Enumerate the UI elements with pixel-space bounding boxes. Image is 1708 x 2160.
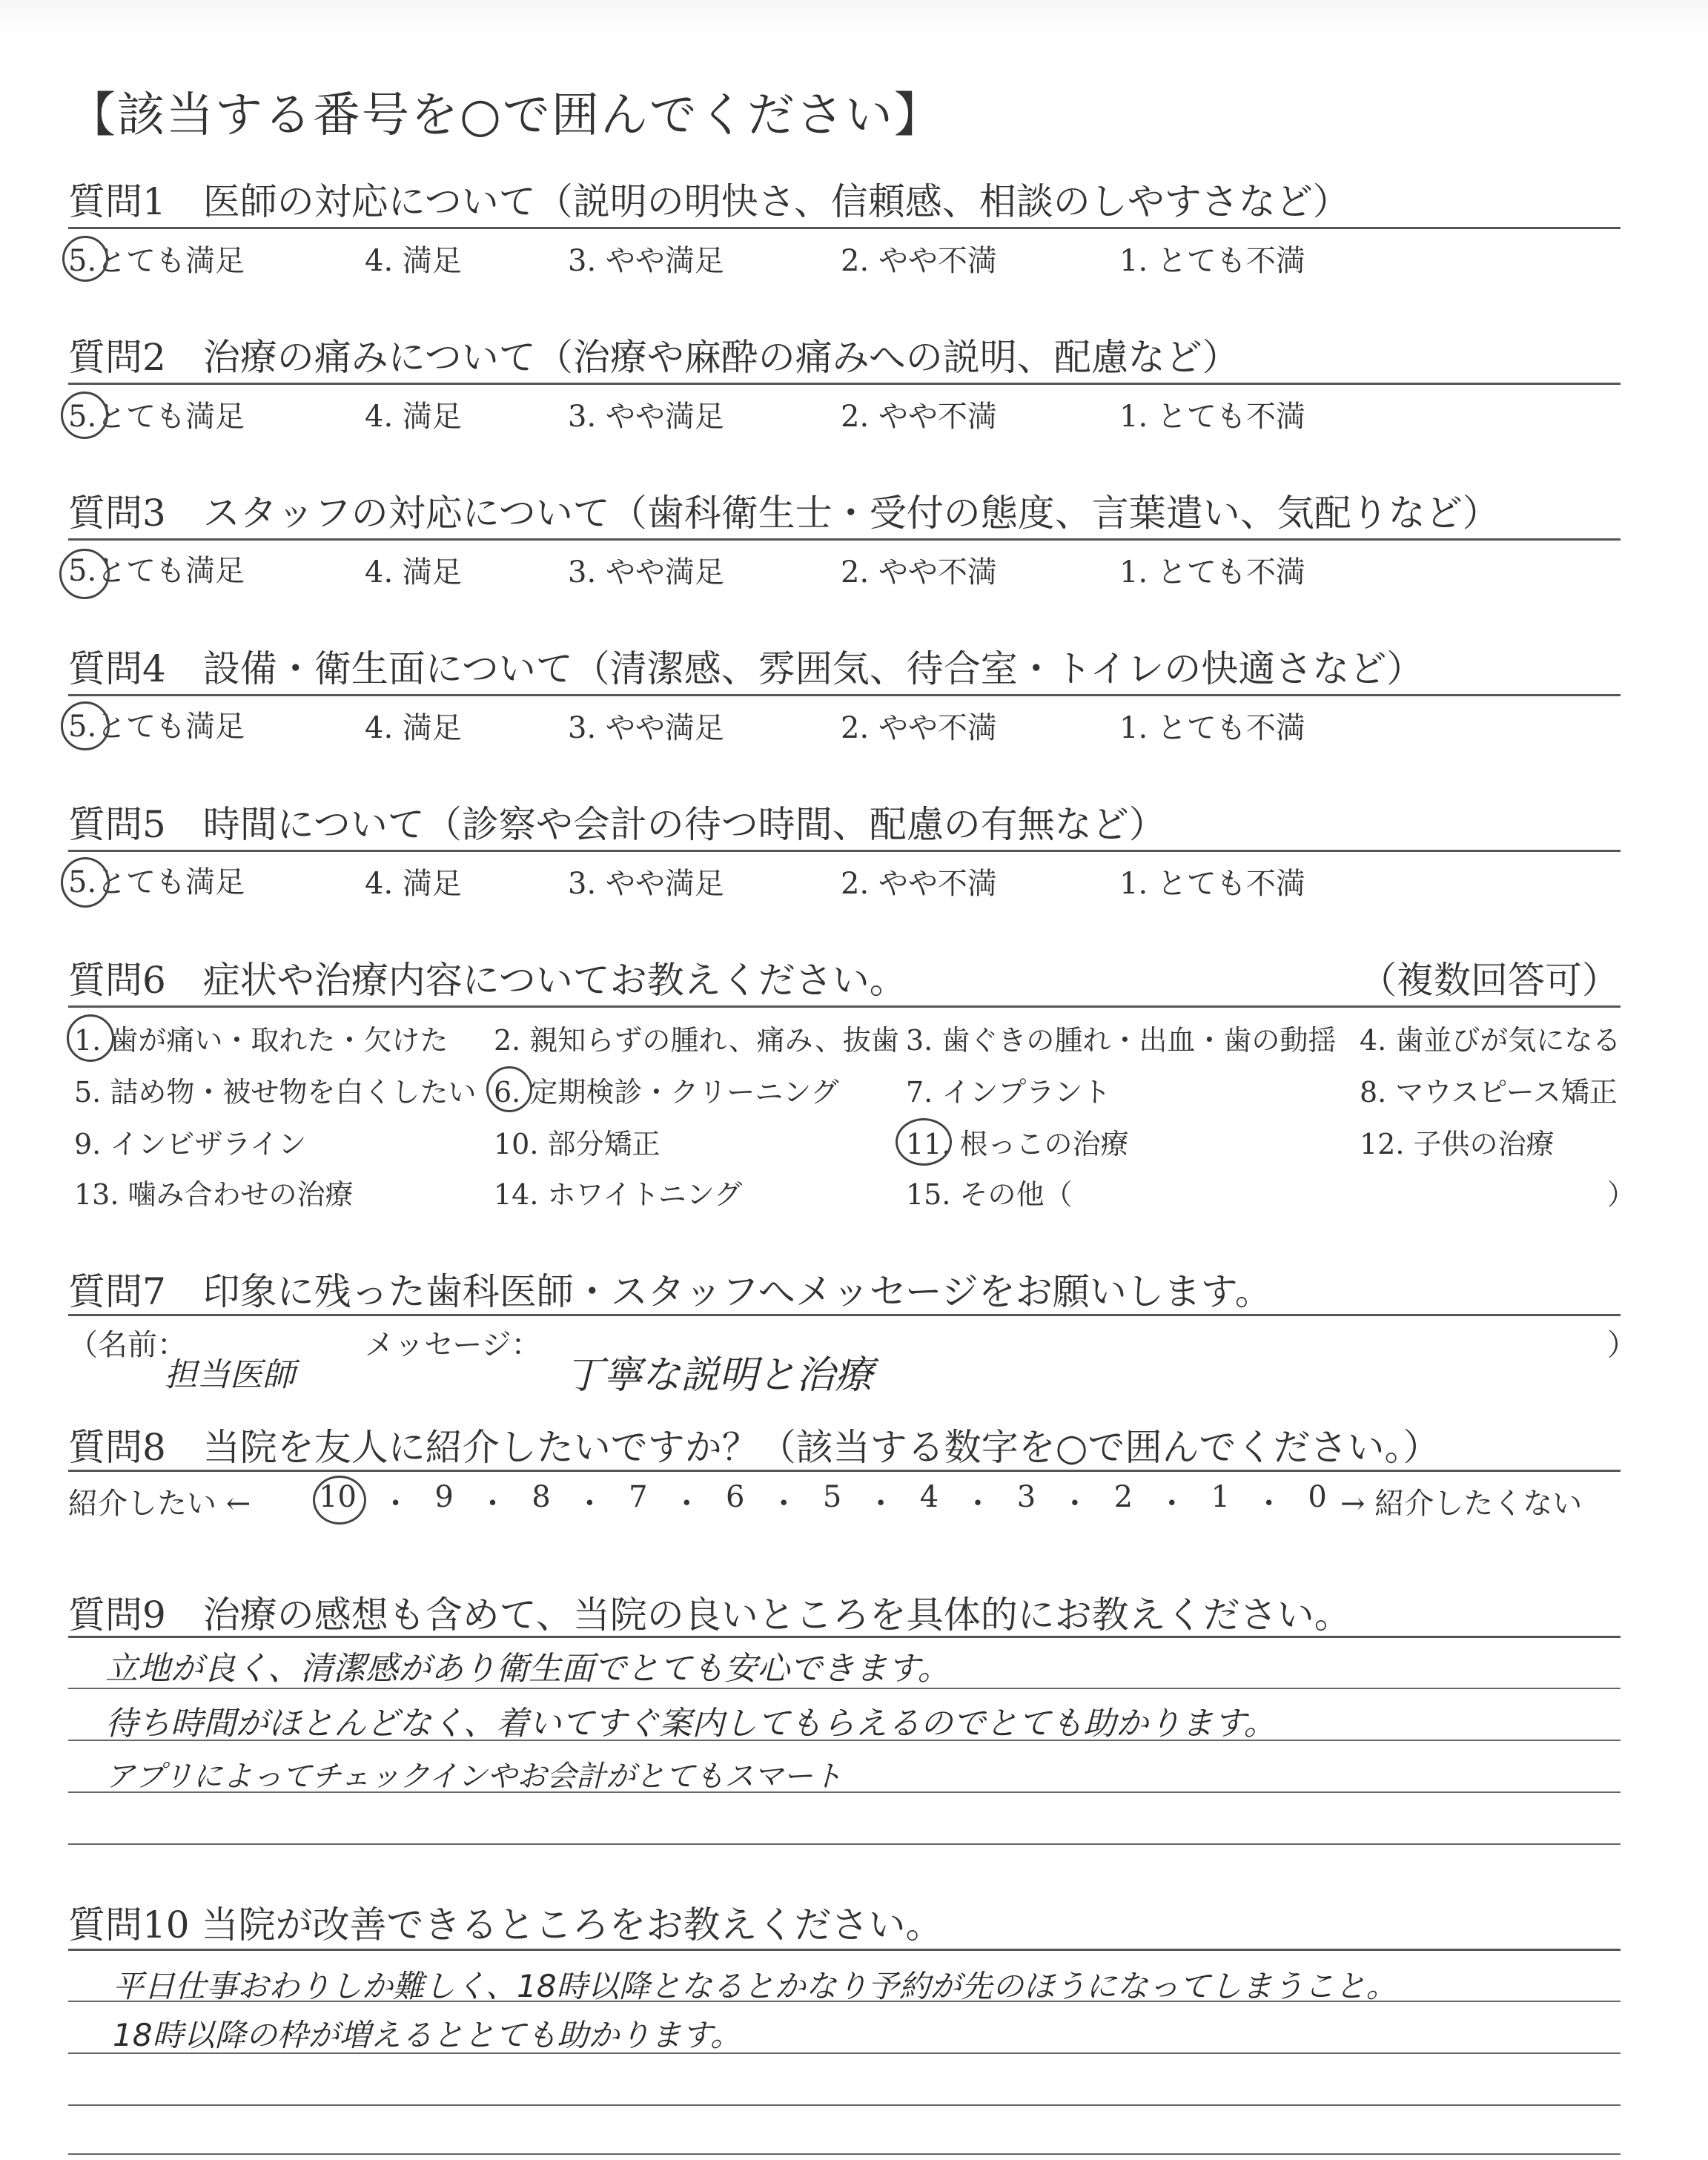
q9-line-1: [68, 1688, 1621, 1689]
q5-option-5[interactable]: 5.とても満足: [68, 865, 245, 899]
q6-option-12[interactable]: 12. 子供の治療: [1360, 1128, 1555, 1160]
q6-option-13[interactable]: 13. 噛み合わせの治療: [74, 1178, 354, 1211]
q2-option-3[interactable]: 3. やや満足: [568, 400, 724, 434]
question-7-heading: 質問7 印象に残った歯科医師・スタッフへメッセージをお願いします。: [68, 1270, 1272, 1313]
q7-close-paren: ）: [1607, 1328, 1637, 1362]
scan-top-edge: [0, 0, 1708, 34]
q7-name-answer[interactable]: 担当医師: [165, 1356, 295, 1394]
q8-scale: [319, 1480, 1327, 1522]
q6-option-15[interactable]: 15. その他（: [906, 1178, 1073, 1211]
q6-other-close-paren: ）: [1607, 1178, 1636, 1211]
q3-option-3[interactable]: 3. やや満足: [568, 555, 724, 589]
q2-option-4[interactable]: 4. 満足: [365, 400, 462, 434]
q8-dot: ・: [962, 1487, 993, 1521]
q8-scale-2[interactable]: 2: [1113, 1480, 1133, 1514]
q8-scale-0[interactable]: 0: [1308, 1480, 1327, 1514]
q1-option-5[interactable]: 5.とても満足: [68, 244, 245, 278]
q8-scale-6[interactable]: 6: [726, 1480, 745, 1514]
q8-dot: ・: [672, 1487, 702, 1521]
q5-option-1[interactable]: 1. とても不満: [1119, 867, 1305, 901]
q1-selection-circle: [62, 236, 108, 282]
q3-option-5[interactable]: 5.とても満足: [68, 554, 245, 588]
q4-option-3[interactable]: 3. やや満足: [568, 711, 724, 745]
q3-option-1[interactable]: 1. とても不満: [1119, 555, 1305, 589]
q4-option-1[interactable]: 1. とても不満: [1119, 711, 1305, 745]
question-7-underline: [68, 1314, 1621, 1316]
q7-message-label: メッセージ：: [365, 1328, 541, 1362]
q7-message-answer[interactable]: 丁寧な説明と治療: [565, 1353, 874, 1398]
q8-scale-5[interactable]: 5: [822, 1480, 842, 1514]
q4-option-2[interactable]: 2. やや不満: [841, 711, 997, 745]
q1-option-2[interactable]: 2. やや不満: [841, 244, 997, 278]
q6-option-10[interactable]: 10. 部分矯正: [494, 1128, 661, 1160]
q8-right-label: → 紹介したくない: [1340, 1487, 1583, 1521]
q8-selection-circle: [313, 1476, 366, 1525]
question-5-heading: 質問5 時間について（診察や会計の待つ時間、配慮の有無など）: [68, 803, 1166, 846]
question-1-underline: [68, 227, 1621, 229]
q2-option-1[interactable]: 1. とても不満: [1119, 400, 1305, 434]
q9-line-0: [68, 1636, 1621, 1638]
q2-option-5[interactable]: 5.とても満足: [68, 400, 245, 434]
q9-answer-line-2[interactable]: 待ち時間がほとんどなく、着いてすぐ案内してもらえるのでとても助かります。: [105, 1705, 1277, 1743]
question-1-heading: 質問1 医師の対応について（説明の明快さ、信頼感、相談のしやすさなど）: [68, 180, 1350, 223]
q6-option-2[interactable]: 2. 親知らずの腫れ、痛み、抜歯: [494, 1024, 899, 1057]
q6-selection-circle-1: [67, 1014, 114, 1062]
q1-option-3[interactable]: 3. やや満足: [568, 244, 724, 278]
q7-name-label: （名前：: [68, 1328, 187, 1362]
q2-option-2[interactable]: 2. やや不満: [841, 400, 997, 434]
q10-line-4: [68, 2153, 1621, 2155]
q8-scale-7[interactable]: 7: [629, 1480, 648, 1514]
question-4-underline: [68, 694, 1621, 696]
q9-line-2: [68, 1740, 1621, 1741]
q8-dot: ・: [1254, 1487, 1284, 1521]
q8-scale-1[interactable]: 1: [1211, 1480, 1230, 1514]
page-title: 【該当する番号を○で囲んでください】: [68, 88, 943, 143]
q8-dot: ・: [1059, 1487, 1090, 1521]
q6-option-1[interactable]: 1. 歯が痛い・取れた・欠けた: [74, 1024, 448, 1057]
q3-selection-circle: [59, 549, 110, 599]
q2-selection-circle: [61, 392, 108, 439]
q3-option-2[interactable]: 2. やや不満: [841, 555, 997, 589]
question-5-underline: [68, 850, 1621, 852]
q10-answer-line-2[interactable]: 18時以降の枠が増えるととても助かります。: [113, 2017, 742, 2053]
q6-option-4[interactable]: 4. 歯並びが気になる: [1360, 1024, 1621, 1057]
q6-option-3[interactable]: 3. 歯ぐきの腫れ・出血・歯の動揺: [906, 1024, 1337, 1057]
question-2-heading: 質問2 治療の痛みについて（治療や麻酔の痛みへの説明、配慮など）: [68, 336, 1239, 379]
q8-dot: ・: [769, 1487, 799, 1521]
question-8-underline: [68, 1470, 1621, 1472]
q6-option-7[interactable]: 7. インプラント: [906, 1076, 1111, 1109]
q8-dot: ・: [380, 1487, 411, 1521]
q8-left-label: 紹介したい ←: [68, 1487, 251, 1521]
q10-answer-line-1[interactable]: 平日仕事おわりしか難しく、18時以降となるとかなり予約が先のほうになってしまうこと。: [113, 1968, 1397, 2004]
q9-answer-line-1[interactable]: 立地が良く、清潔感があり衛生面でとても安心できます。: [105, 1650, 950, 1688]
q1-option-4[interactable]: 4. 満足: [365, 244, 462, 278]
q4-selection-circle: [61, 701, 110, 750]
q10-line-2: [68, 2052, 1621, 2054]
q9-line-4: [68, 1843, 1621, 1845]
q5-option-3[interactable]: 3. やや満足: [568, 867, 724, 901]
question-3-underline: [68, 538, 1621, 541]
q9-line-3: [68, 1791, 1621, 1793]
question-3-heading: 質問3 スタッフの対応について（歯科衛生士・受付の態度、言葉遣い、気配りなど）: [68, 492, 1500, 535]
q8-scale-3[interactable]: 3: [1016, 1480, 1036, 1514]
q6-option-9[interactable]: 9. インビザライン: [74, 1128, 307, 1160]
question-10-heading: 質問10 当院が改善できるところをお教えください。: [68, 1903, 943, 1946]
q4-option-5[interactable]: 5.とても満足: [68, 710, 245, 744]
q6-option-8[interactable]: 8. マウスピース矯正: [1360, 1076, 1618, 1109]
q10-line-3: [68, 2104, 1621, 2106]
q4-option-4[interactable]: 4. 満足: [365, 711, 462, 745]
q6-selection-circle-6: [486, 1066, 532, 1112]
q8-scale-10[interactable]: 10: [319, 1480, 357, 1514]
q5-option-2[interactable]: 2. やや不満: [841, 867, 997, 901]
q8-dot: ・: [477, 1487, 508, 1521]
q8-dot: ・: [1156, 1487, 1187, 1521]
q3-option-4[interactable]: 4. 満足: [365, 555, 462, 589]
q8-dot: ・: [866, 1487, 896, 1521]
q6-option-5[interactable]: 5. 詰め物・被せ物を白くしたい: [74, 1076, 477, 1109]
question-6-underline: [68, 1005, 1621, 1008]
q6-option-6[interactable]: 6. 定期検診・クリーニング: [494, 1076, 839, 1109]
q9-answer-line-3[interactable]: アプリによってチェックインやお会計がとてもスマート: [105, 1760, 843, 1794]
question-9-heading: 質問9 治療の感想も含めて、当院の良いところを具体的にお教えください。: [68, 1593, 1351, 1636]
q6-selection-circle-11: [896, 1118, 952, 1166]
question-6-note: （複数回答可）: [1360, 959, 1619, 1002]
q5-selection-circle: [61, 857, 110, 908]
question-4-heading: 質問4 設備・衛生面について（清潔感、雰囲気、待合室・トイレの快適さなど）: [68, 647, 1424, 690]
q6-option-11[interactable]: 11. 根っこの治療: [906, 1128, 1129, 1160]
q1-option-1[interactable]: 1. とても不満: [1119, 244, 1305, 278]
question-2-underline: [68, 383, 1621, 385]
q5-option-4[interactable]: 4. 満足: [365, 867, 462, 901]
q8-scale-9[interactable]: 9: [434, 1480, 454, 1514]
q8-scale-8[interactable]: 8: [532, 1480, 551, 1514]
q8-scale-4[interactable]: 4: [919, 1480, 939, 1514]
question-8-heading: 質問8 当院を友人に紹介したいですか？（該当する数字を○で囲んでください。）: [68, 1426, 1440, 1469]
q10-line-0: [68, 1949, 1621, 1951]
q6-option-14[interactable]: 14. ホワイトニング: [494, 1178, 743, 1211]
q10-line-1: [68, 2001, 1621, 2002]
q8-dot: ・: [575, 1487, 605, 1521]
question-6-heading: 質問6 症状や治療内容についてお教えください。: [68, 959, 907, 1002]
